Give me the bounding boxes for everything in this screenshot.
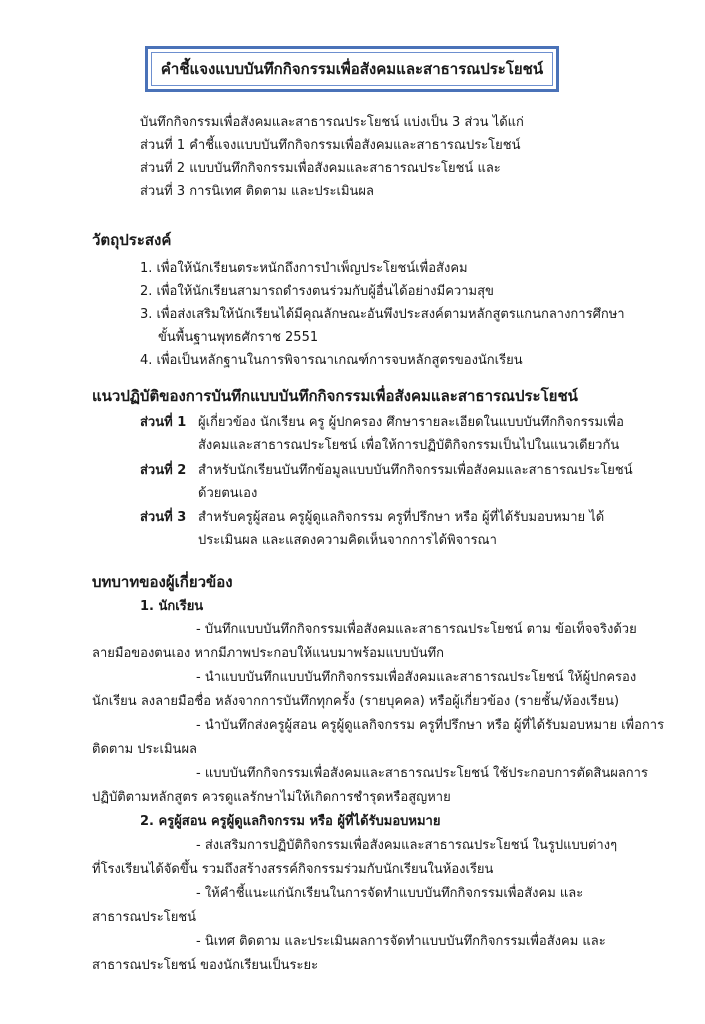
role-line: ที่โรงเรียนได้จัดขึ้น รวมถึงสร้างสรรค์กิจกรรมร่วมกับนักเรียนในห้องเรียน (92, 862, 494, 877)
role-line: - ให้คำชี้แนะแก่นักเรียนในการจัดทำแบบบันทึกกิจกรรมเพื่อสังคม และ (196, 886, 584, 901)
part-label: ส่วนที่ 1 (140, 415, 187, 430)
part-label: ส่วนที่ 3 (140, 510, 187, 525)
role-line: - แบบบันทึกกิจกรรมเพื่อสังคมและสาธารณประโยชน์ ใช้ประกอบการตัดสินผลการ (196, 766, 648, 781)
role-line: นักเรียน ลงลายมือชื่อ หลังจากการบันทึกทุกครั้ง (รายบุคคล) หรือผู้เกี่ยวข้อง (รายชั้น/ห้องเรียน) (92, 694, 620, 709)
intro-line: บันทึกกิจกรรมเพื่อสังคมและสาธารณประโยชน์ แบ่งเป็น 3 ส่วน ได้แก่ (140, 115, 524, 130)
intro-line: ส่วนที่ 1 คำชี้แจงแบบบันทึกกิจกรรมเพื่อสังคมและสาธารณประโยชน์ (140, 138, 521, 153)
objective-item-continued: ขั้นพื้นฐานพุทธศักราช 2551 (158, 330, 319, 345)
part-description: สังคมและสาธารณประโยชน์ เพื่อให้การปฏิบัติกิจกรรมเป็นไปในแนวเดียวกัน (198, 438, 620, 453)
role-line: - นำแบบบันทึกแบบบันทึกกิจกรรมเพื่อสังคมและสาธารณประโยชน์ ให้ผู้ปกครอง (196, 670, 637, 685)
part-description: ผู้เกี่ยวข้อง นักเรียน ครู ผู้ปกครอง ศึกษารายละเอียดในแบบบันทึกกิจกรรมเพื่อ (198, 415, 624, 430)
roles-heading: บทบาทของผู้เกี่ยวข้อง (92, 573, 233, 591)
role-line: - บันทึกแบบบันทึกกิจกรรมเพื่อสังคมและสาธารณประโยชน์ ตาม ข้อเท็จจริงด้วย (196, 622, 637, 637)
objectives-heading: วัตถุประสงค์ (92, 231, 172, 249)
objective-item: 3. เพื่อส่งเสริมให้นักเรียนได้มีคุณลักษณะอันพึงประสงค์ตามหลักสูตรแกนกลางการศึกษา (140, 307, 625, 322)
part-description: สำหรับครูผู้สอน ครูผู้ดูแลกิจกรรม ครูที่ปรึกษา หรือ ผู้ที่ได้รับมอบหมาย ได้ (198, 510, 605, 525)
role-line: - นิเทศ ติดตาม และประเมินผลการจัดทำแบบบันทึกกิจกรรมเพื่อสังคม และ (196, 934, 606, 949)
role-line: - นำบันทึกส่งครูผู้สอน ครูผู้ดูแลกิจกรรม ครูที่ปรึกษา หรือ ผู้ที่ได้รับมอบหมาย เพื่อการ (196, 718, 665, 733)
title-box (145, 46, 559, 92)
objective-item: 4. เพื่อเป็นหลักฐานในการพิจารณาเกณฑ์การจบหลักสูตรของนักเรียน (140, 353, 523, 368)
part-description: ด้วยตนเอง (198, 486, 258, 501)
part-description: ประเมินผล และแสดงความคิดเห็นจากการได้พิจารณา (198, 533, 497, 548)
guidelines-heading: แนวปฏิบัติของการบันทึกแบบบันทึกกิจกรรมเพื่อสังคมและสาธารณประโยชน์ (92, 387, 578, 405)
role-line: สาธารณประโยชน์ ของนักเรียนเป็นระยะ (92, 958, 319, 973)
role-student-title: 1. นักเรียน (140, 599, 204, 614)
intro-line: ส่วนที่ 3 การนิเทศ ติดตาม และประเมินผล (140, 184, 375, 199)
role-line: - ส่งเสริมการปฏิบัติกิจกรรมเพื่อสังคมและสาธารณประโยชน์ ในรูปแบบต่างๆ (196, 838, 618, 853)
objective-item: 1. เพื่อให้นักเรียนตระหนักถึงการบำเพ็ญประโยชน์เพื่อสังคม (140, 261, 468, 276)
role-line: ลายมือของตนเอง หากมีภาพประกอบให้แนบมาพร้อมแบบบันทึก (92, 646, 444, 661)
intro-line: ส่วนที่ 2 แบบบันทึกกิจกรรมเพื่อสังคมและสาธารณประโยชน์ และ (140, 161, 501, 176)
part-description: สำหรับนักเรียนบันทึกข้อมูลแบบบันทึกกิจกรรมเพื่อสังคมและสาธารณประโยชน์ (198, 463, 633, 478)
role-line: ปฏิบัติตามหลักสูตร ควรดูแลรักษาไม่ให้เกิดการชำรุดหรือสูญหาย (92, 790, 451, 805)
role-line: ติดตาม ประเมินผล (92, 742, 198, 757)
part-label: ส่วนที่ 2 (140, 463, 187, 478)
role-teacher-title: 2. ครูผู้สอน ครูผู้ดูแลกิจกรรม หรือ ผู้ที่ได้รับมอบหมาย (140, 814, 441, 829)
document-title: คำชี้แจงแบบบันทึกกิจกรรมเพื่อสังคมและสาธารณประโยชน์ (151, 52, 553, 86)
objective-item: 2. เพื่อให้นักเรียนสามารถดำรงตนร่วมกับผู้อื่นได้อย่างมีความสุข (140, 284, 494, 299)
role-line: สาธารณประโยชน์ (92, 910, 197, 925)
